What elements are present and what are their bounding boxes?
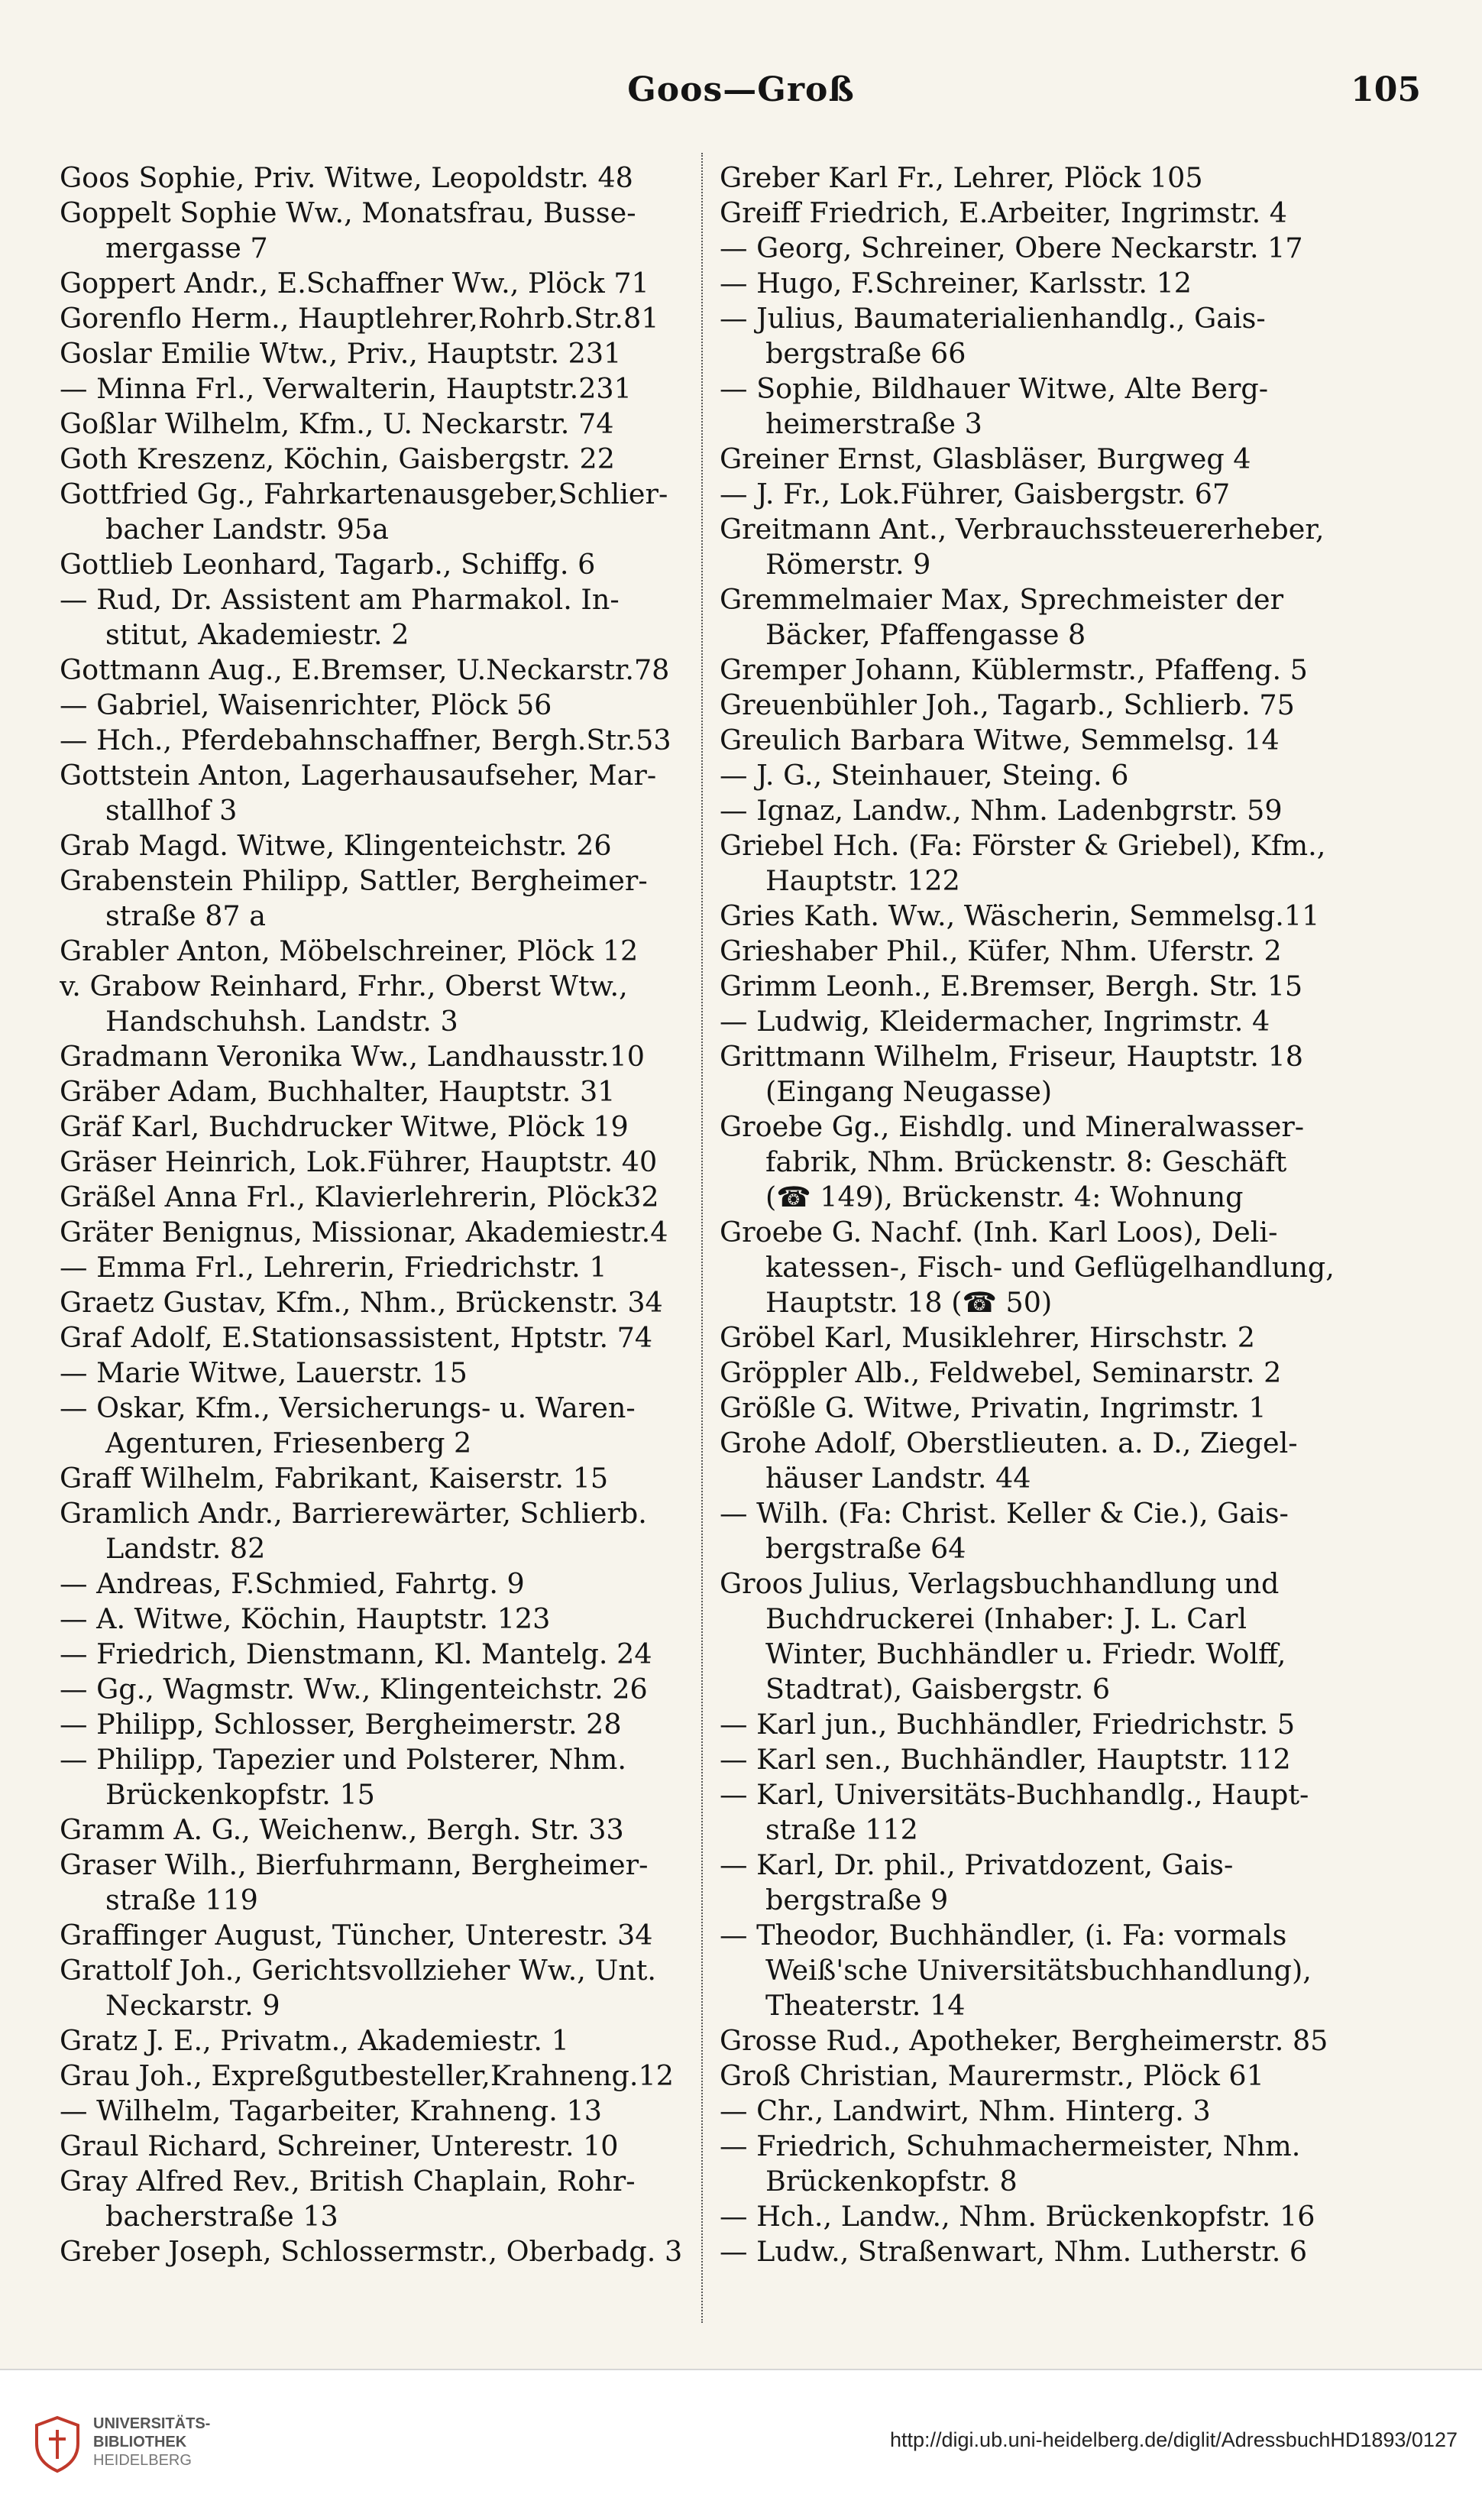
directory-entry-line: Gröbel Karl, Musiklehrer, Hirschstr. 2 <box>720 1321 1255 1354</box>
right-column <box>720 160 1369 2315</box>
directory-entry-line: Graff Wilhelm, Fabrikant, Kaiserstr. 15 <box>60 1462 609 1495</box>
directory-entry-line: Gorenflo Herm., Hauptlehrer,Rohrb.Str.81 <box>60 302 659 335</box>
directory-entry-line: — Hch., Landw., Nhm. Brückenkopfstr. 16 <box>720 2200 1315 2233</box>
directory-entry-line: Gottfried Gg., Fahrkartenausgeber,Schlier- <box>60 478 668 510</box>
directory-entry-line: Goth Kreszenz, Köchin, Gaisbergstr. 22 <box>60 442 615 475</box>
directory-entry-line: Goppert Andr., E.Schaffner Ww., Plöck 71 <box>60 267 649 300</box>
directory-entry-line: — Karl jun., Buchhändler, Friedrichstr. 5 <box>720 1708 1296 1741</box>
entry-continuation-line: Theaterstr. 14 <box>765 1989 966 2022</box>
directory-entry-line: Grosse Rud., Apotheker, Bergheimerstr. 85 <box>720 2024 1328 2057</box>
entry-continuation-line: katessen-, Fisch- und Geflügelhandlung, <box>765 1251 1335 1284</box>
entry-continuation-line: mergasse 7 <box>105 232 268 264</box>
library-name-line1: UNIVERSITÄTS- <box>93 2415 211 2432</box>
directory-entry-line: Goslar Emilie Wtw., Priv., Hauptstr. 231 <box>60 337 622 370</box>
directory-entry-line: — Julius, Baumaterialienhandlg., Gais- <box>720 302 1266 335</box>
directory-entry-line: Gremmelmaier Max, Sprechmeister der <box>720 583 1284 616</box>
directory-entry-line: — Ignaz, Landw., Nhm. Ladenbgrstr. 59 <box>720 794 1283 827</box>
directory-entry-line: Gratz J. E., Privatm., Akademiestr. 1 <box>60 2024 569 2057</box>
directory-entry-line: Grabler Anton, Möbelschreiner, Plöck 12 <box>60 934 639 967</box>
entry-continuation-line: stallhof 3 <box>105 794 238 827</box>
directory-entry-line: — Rud, Dr. Assistent am Pharmakol. In- <box>60 583 620 616</box>
entry-continuation-line: Buchdruckerei (Inhaber: J. L. Carl <box>765 1602 1247 1635</box>
directory-entry-line: — Theodor, Buchhändler, (i. Fa: vormals <box>720 1919 1287 1952</box>
directory-entry-line: — Gg., Wagmstr. Ww., Klingenteichstr. 26 <box>60 1673 648 1705</box>
running-title: Goos—Groß <box>627 70 855 109</box>
entry-continuation-line: Weiß'sche Universitätsbuchhandlung), <box>765 1954 1312 1987</box>
directory-entry-line: — Oskar, Kfm., Versicherungs- u. Waren- <box>60 1391 636 1424</box>
directory-entry-line: — Chr., Landwirt, Nhm. Hinterg. 3 <box>720 2094 1211 2127</box>
directory-entry-line: — Philipp, Schlosser, Bergheimerstr. 28 <box>60 1708 622 1741</box>
directory-entry-line: Gräter Benignus, Missionar, Akademiestr.4 <box>60 1216 668 1249</box>
directory-entry-line: Goppelt Sophie Ww., Monatsfrau, Busse- <box>60 196 636 229</box>
directory-entry-line: Graetz Gustav, Kfm., Nhm., Brückenstr. 34 <box>60 1286 663 1319</box>
directory-entry-line: — Ludwig, Kleidermacher, Ingrimstr. 4 <box>720 1005 1270 1038</box>
directory-entry-line: — Hugo, F.Schreiner, Karlsstr. 12 <box>720 267 1192 300</box>
entry-continuation-line: Römerstr. 9 <box>765 548 931 581</box>
directory-entry-line: Grieshaber Phil., Küfer, Nhm. Uferstr. 2 <box>720 934 1282 967</box>
directory-entry-line: Grimm Leonh., E.Bremser, Bergh. Str. 15 <box>720 970 1303 1002</box>
directory-entry-line: — J. Fr., Lok.Führer, Gaisbergstr. 67 <box>720 478 1231 510</box>
left-column <box>60 160 709 2315</box>
directory-entry-line: — Wilhelm, Tagarbeiter, Krahneng. 13 <box>60 2094 602 2127</box>
directory-entry-line: Gottlieb Leonhard, Tagarb., Schiffg. 6 <box>60 548 596 581</box>
directory-entry-line: — Karl, Universitäts-Buchhandlg., Haupt- <box>720 1778 1309 1811</box>
directory-entry-line: Groß Christian, Maurermstr., Plöck 61 <box>720 2059 1264 2092</box>
library-name-line3: HEIDELBERG <box>93 2452 192 2469</box>
entry-continuation-line: Bäcker, Pfaffengasse 8 <box>765 618 1086 651</box>
directory-entry-line: — Andreas, F.Schmied, Fahrtg. 9 <box>60 1567 525 1600</box>
directory-entry-line: Gräf Karl, Buchdrucker Witwe, Plöck 19 <box>60 1110 629 1143</box>
directory-entry-line: Greiff Friedrich, E.Arbeiter, Ingrimstr. 4 <box>720 196 1287 229</box>
directory-entry-line: Grattolf Joh., Gerichtsvollzieher Ww., Unt. <box>60 1954 656 1987</box>
directory-entry-line: v. Grabow Reinhard, Frhr., Oberst Wtw., <box>60 970 628 1002</box>
directory-entry-line: Größle G. Witwe, Privatin, Ingrimstr. 1 <box>720 1391 1267 1424</box>
directory-entry-line: Groos Julius, Verlagsbuchhandlung und <box>720 1567 1280 1600</box>
directory-entry-line: Groebe Gg., Eishdlg. und Mineralwasser- <box>720 1110 1305 1143</box>
directory-entry-line: Gottmann Aug., E.Bremser, U.Neckarstr.78 <box>60 653 670 686</box>
directory-entry-line: Goos Sophie, Priv. Witwe, Leopoldstr. 48 <box>60 161 633 194</box>
entry-continuation-line: bacherstraße 13 <box>105 2200 338 2233</box>
entry-continuation-line: Hauptstr. 122 <box>765 864 960 897</box>
directory-entry-line: — Wilh. (Fa: Christ. Keller & Cie.), Gais- <box>720 1497 1289 1530</box>
directory-entry-line: — Karl, Dr. phil., Privatdozent, Gais- <box>720 1848 1234 1881</box>
directory-entry-line: — Sophie, Bildhauer Witwe, Alte Berg- <box>720 372 1269 405</box>
directory-entry-line: Greber Karl Fr., Lehrer, Plöck 105 <box>720 161 1203 194</box>
directory-entry-line: Goßlar Wilhelm, Kfm., U. Neckarstr. 74 <box>60 407 614 440</box>
entry-continuation-line: Neckarstr. 9 <box>105 1989 280 2022</box>
directory-entry-line: Greber Joseph, Schlossermstr., Oberbadg. 3 <box>60 2235 683 2268</box>
entry-continuation-line: Hauptstr. 18 (☎ 50) <box>765 1286 1053 1319</box>
entry-continuation-line: bergstraße 66 <box>765 337 966 370</box>
entry-continuation-line: stitut, Akademiestr. 2 <box>105 618 409 651</box>
directory-entry-line: Greitmann Ant., Verbrauchssteuererheber, <box>720 513 1325 546</box>
directory-entry-line: — Friedrich, Schuhmachermeister, Nhm. <box>720 2130 1301 2162</box>
directory-entry-line: Graf Adolf, E.Stationsassistent, Hptstr. 74 <box>60 1321 653 1354</box>
directory-entry-line: Grau Joh., Expreßgutbesteller,Krahneng.12 <box>60 2059 674 2092</box>
directory-entry-line: — Hch., Pferdebahnschaffner, Bergh.Str.53 <box>60 724 671 756</box>
directory-entry-line: Greuenbühler Joh., Tagarb., Schlierb. 75 <box>720 688 1295 721</box>
entry-continuation-line: Handschuhsh. Landstr. 3 <box>105 1005 458 1038</box>
directory-entry-line: — Philipp, Tapezier und Polsterer, Nhm. <box>60 1743 626 1776</box>
directory-entry-line: Gradmann Veronika Ww., Landhausstr.10 <box>60 1040 645 1073</box>
directory-entry-line: Graser Wilh., Bierfuhrmann, Bergheimer- <box>60 1848 649 1881</box>
page-number: 105 <box>1351 70 1421 109</box>
directory-entry-line: — A. Witwe, Köchin, Hauptstr. 123 <box>60 1602 551 1635</box>
directory-entry-line: Grabenstein Philipp, Sattler, Bergheimer- <box>60 864 648 897</box>
entry-continuation-line: straße 112 <box>765 1813 918 1846</box>
directory-entry-line: Gröppler Alb., Feldwebel, Seminarstr. 2 <box>720 1356 1282 1389</box>
directory-entry-line: Grab Magd. Witwe, Klingenteichstr. 26 <box>60 829 612 862</box>
directory-entry-line: — Karl sen., Buchhändler, Hauptstr. 112 <box>720 1743 1291 1776</box>
directory-entry-line: Gremper Johann, Küblermstr., Pfaffeng. 5 <box>720 653 1308 686</box>
entry-continuation-line: (Eingang Neugasse) <box>765 1075 1053 1108</box>
entry-continuation-line: Stadtrat), Gaisbergstr. 6 <box>765 1673 1111 1705</box>
directory-entry-line: Greulich Barbara Witwe, Semmelsg. 14 <box>720 724 1280 756</box>
entry-continuation-line: bergstraße 9 <box>765 1884 949 1916</box>
directory-entry-line: — Georg, Schreiner, Obere Neckarstr. 17 <box>720 232 1303 264</box>
directory-entry-line: — Minna Frl., Verwalterin, Hauptstr.231 <box>60 372 632 405</box>
directory-entry-line: Gräser Heinrich, Lok.Führer, Hauptstr. 40 <box>60 1145 658 1178</box>
directory-entry-line: Gramlich Andr., Barrierewärter, Schlierb. <box>60 1497 647 1530</box>
entry-continuation-line: straße 87 a <box>105 899 266 932</box>
page-header <box>61 70 1421 116</box>
entry-continuation-line: fabrik, Nhm. Brückenstr. 8: Geschäft <box>765 1145 1287 1178</box>
directory-entry-line: — Emma Frl., Lehrerin, Friedrichstr. 1 <box>60 1251 607 1284</box>
directory-entry-line: Gries Kath. Ww., Wäscherin, Semmelsg.11 <box>720 899 1320 932</box>
directory-entry-line: Gramm A. G., Weichenw., Bergh. Str. 33 <box>60 1813 624 1846</box>
entry-continuation-line: Brückenkopfstr. 8 <box>765 2165 1018 2198</box>
entry-continuation-line: Winter, Buchhändler u. Friedr. Wolff, <box>765 1637 1286 1670</box>
library-name <box>93 2415 210 2470</box>
directory-entry-line: Greiner Ernst, Glasbläser, Burgweg 4 <box>720 442 1251 475</box>
directory-entry-line: Graul Richard, Schreiner, Unterestr. 10 <box>60 2130 619 2162</box>
entry-continuation-line: (☎ 149), Brückenstr. 4: Wohnung <box>765 1181 1244 1213</box>
directory-entry-line: Grittmann Wilhelm, Friseur, Hauptstr. 18 <box>720 1040 1303 1073</box>
entry-continuation-line: Landstr. 82 <box>105 1532 266 1565</box>
directory-entry-line: — Ludw., Straßenwart, Nhm. Lutherstr. 6 <box>720 2235 1308 2268</box>
directory-entry-line: Griebel Hch. (Fa: Förster & Griebel), Kfm., <box>720 829 1326 862</box>
directory-entry-line: Graffinger August, Tüncher, Unterestr. 34 <box>60 1919 653 1952</box>
directory-entry-line: — Gabriel, Waisenrichter, Plöck 56 <box>60 688 552 721</box>
entry-continuation-line: bacher Landstr. 95a <box>105 513 389 546</box>
directory-entry-line: Gottstein Anton, Lagerhausaufseher, Mar- <box>60 759 657 792</box>
source-url-link[interactable]: http://digi.ub.uni-heidelberg.de/diglit/AdressbuchHD1893/0127 <box>889 2428 1458 2451</box>
directory-entry-line: Gray Alfred Rev., British Chaplain, Rohr- <box>60 2165 636 2198</box>
directory-entry-line: — Marie Witwe, Lauerstr. 15 <box>60 1356 468 1389</box>
directory-entry-line: Grohe Adolf, Oberstlieuten. a. D., Ziegel- <box>720 1427 1298 1459</box>
library-name-line2: BIBLIOTHEK <box>93 2434 187 2450</box>
directory-entry-line: Gräber Adam, Buchhalter, Hauptstr. 31 <box>60 1075 616 1108</box>
entry-continuation-line: straße 119 <box>105 1884 258 1916</box>
directory-entry-line: Gräßel Anna Frl., Klavierlehrerin, Plöck32 <box>60 1181 659 1213</box>
entry-continuation-line: häuser Landstr. 44 <box>765 1462 1031 1495</box>
entry-continuation-line: bergstraße 64 <box>765 1532 966 1565</box>
directory-entry-line: Groebe G. Nachf. (Inh. Karl Loos), Deli- <box>720 1216 1278 1249</box>
entry-continuation-line: Brückenkopfstr. 15 <box>105 1778 375 1811</box>
column-divider <box>701 153 703 2323</box>
directory-entry-line: — Friedrich, Dienstmann, Kl. Mantelg. 24 <box>60 1637 652 1670</box>
directory-entry-line: — J. G., Steinhauer, Steing. 6 <box>720 759 1129 792</box>
entry-continuation-line: heimerstraße 3 <box>765 407 982 440</box>
entry-continuation-line: Agenturen, Friesenberg 2 <box>105 1427 472 1459</box>
university-seal-icon <box>31 2413 84 2474</box>
viewer-footer <box>0 2369 1482 2520</box>
